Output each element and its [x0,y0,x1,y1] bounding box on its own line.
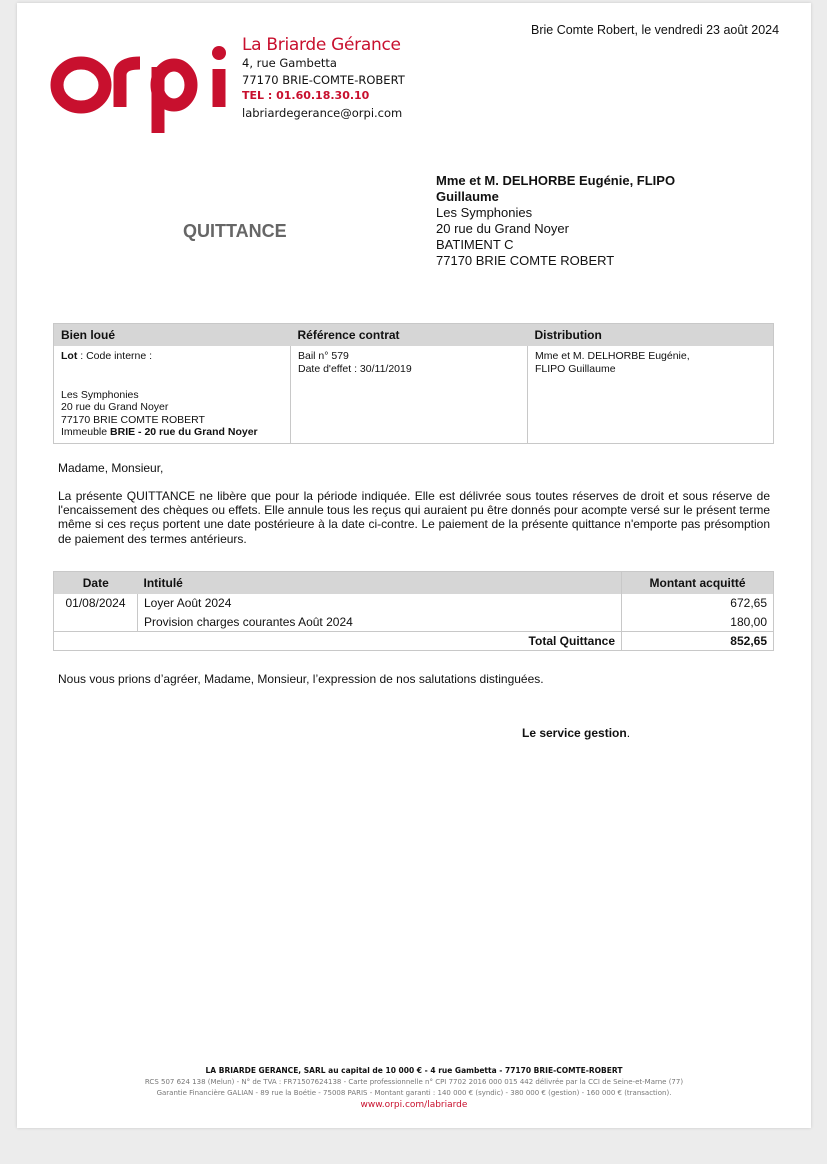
property-address-1: Les Symphonies [61,388,139,401]
footer-registration: RCS 507 624 138 (Melun) - N° de TVA : FR71507624138 - Carte professionnelle n° CPI 7702 2016 000 015 442 délivrée par la CCI de Seine-et-Marne (77) [144,1078,684,1086]
signature [522,726,630,740]
header-intitule: Intitulé [138,572,622,594]
lot-label: Lot [61,350,78,362]
greeting: Madame, Monsieur, [58,461,164,475]
recipient-name-2: Guillaume [436,189,499,204]
signature-dot: . [626,726,631,740]
contract-bail: Bail n° 579 [298,350,349,362]
closing-text: Nous vous prions d’agréer, Madame, Monsieur, l’expression de nos salutations distinguées. [58,672,544,686]
property-info-table [53,323,774,444]
building-prefix: Immeuble [61,426,111,438]
distribution-line-1: Mme et M. DELHORBE Eugénie, [535,350,690,362]
lot-text: : Code interne : [77,350,153,362]
recipient-line-3: Les Symphonies [436,205,533,220]
property-address-3: 77170 BRIE COMTE ROBERT [61,413,205,426]
contract-date: Date d'effet : 30/11/2019 [298,362,412,375]
footer-company: LA BRIARDE GERANCE, SARL au capital de 10 000 € - 4 rue Gambetta - 77170 BRIE-COMTE-ROBERT [205,1066,623,1075]
row-date [54,613,138,632]
total-row [54,632,774,651]
recipient-address [436,173,675,269]
table-row [54,594,774,613]
recipient-line-5: BATIMENT C [436,237,514,252]
agency-address-2: 77170 BRIE-COMTE-ROBERT [242,72,405,87]
header-bien-loue: Bien loué [54,324,291,347]
property-address-2: 20 rue du Grand Noyer [61,401,169,413]
document-title: QUITTANCE [183,221,287,241]
agency-block [242,35,405,121]
payment-table [53,571,774,651]
footer [17,1065,811,1112]
recipient-line-4: 20 rue du Grand Noyer [436,221,569,236]
header-montant: Montant acquitté [622,572,774,594]
footer-website-link[interactable]: www.orpi.com/labriarde [360,1100,468,1110]
row-amount: 672,65 [622,594,774,613]
footer-guarantee: Garantie Financière GALIAN - 89 rue la Boétie - 75008 PARIS - Montant garanti : 140 000 € (syndic) - 380 000 € (gestion) - 160 000 € (transaction). [156,1089,672,1097]
distribution-line-2: FLIPO Guillaume [535,362,616,375]
row-date: 01/08/2024 [65,596,126,610]
property-cell [54,346,291,443]
total-label: Total Quittance [138,632,622,651]
header-distribution: Distribution [528,324,774,347]
document-date: Brie Comte Robert, le vendredi 23 août 2024 [531,23,780,37]
recipient-line-6: 77170 BRIE COMTE ROBERT [436,253,615,268]
agency-tel: TEL : 01.60.18.30.10 [242,89,370,102]
document-page [17,3,811,1128]
row-label: Loyer Août 2024 [138,594,622,613]
row-label: Provision charges courantes Août 2024 [138,613,622,632]
agency-address-1: 4, rue Gambetta [242,56,337,70]
contract-cell [291,346,528,443]
header-reference-contrat: Référence contrat [291,324,528,347]
table-row [54,613,774,632]
row-amount: 180,00 [622,613,774,632]
distribution-cell [528,346,774,443]
header-date: Date [54,572,138,594]
recipient-name-1: Mme et M. DELHORBE Eugénie, FLIPO [436,173,676,188]
orpi-logo [50,45,236,142]
agency-name: La Briarde Gérance [242,35,401,55]
signature-text: Le service gestion [522,726,627,740]
legal-paragraph: La présente QUITTANCE ne libère que pour la période indiquée. Elle est délivrée sous toutes réserves de droit et sous réserve de l'encaissement des chèques ou effets. Elle annule tous les reçus qui auraient pu être donnés pour acompte versé sur le présent terme même si ces reçus portent une date postérieure à la date ci-contre. Le paiement de la présente quittance n'emporte pas présomption de paiement des termes antérieurs. [58,489,770,546]
total-amount: 852,65 [622,632,774,651]
agency-email: labriardegerance@orpi.com [242,105,403,120]
building-name: BRIE - 20 rue du Grand Noyer [110,426,258,438]
